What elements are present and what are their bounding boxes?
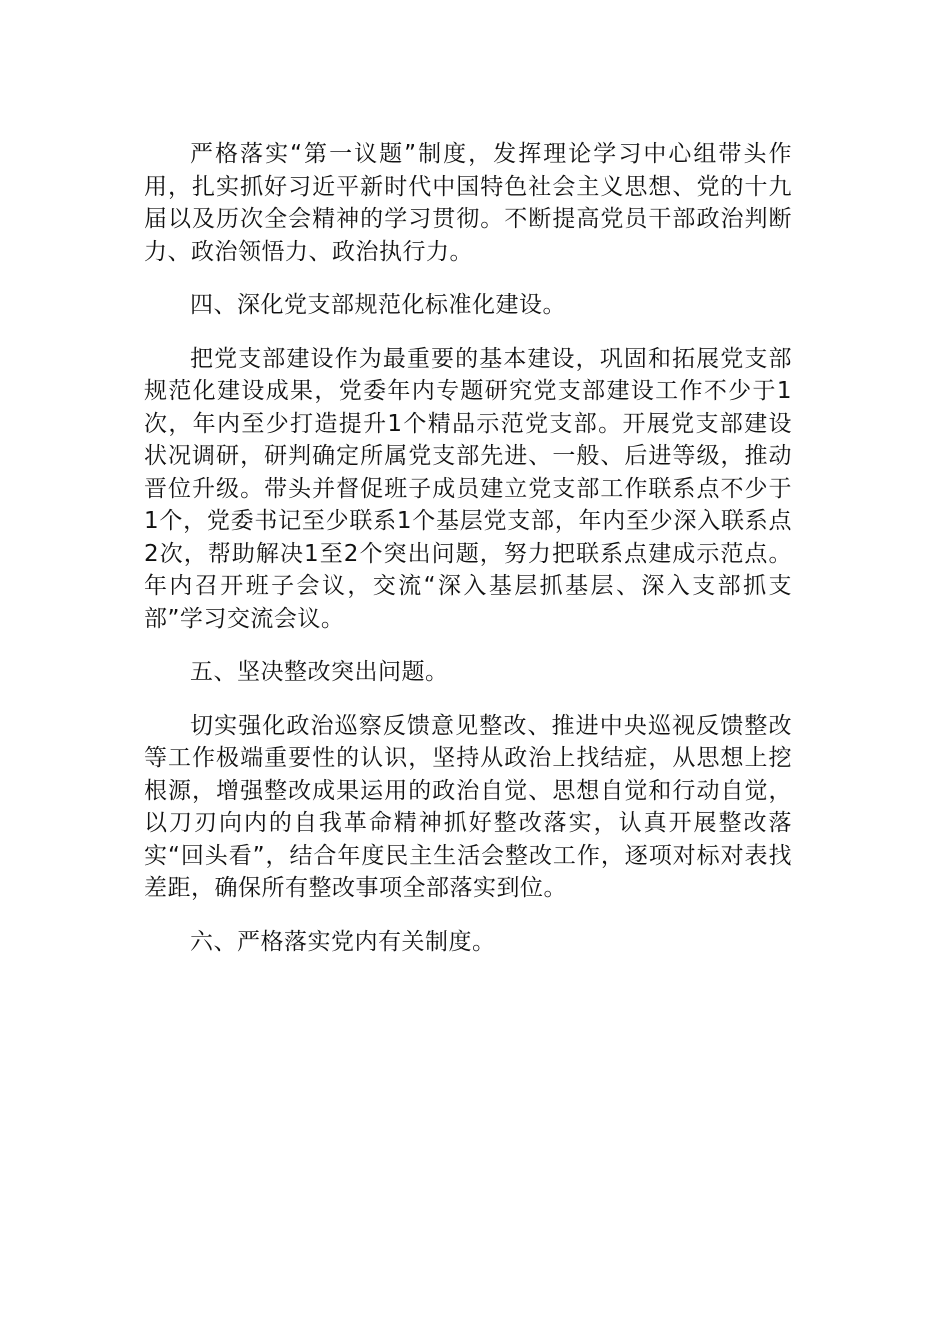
section-heading-6: 六、严格落实党内有关制度。 bbox=[190, 928, 496, 955]
section-heading-5: 五、坚决整改突出问题。 bbox=[190, 659, 449, 685]
paragraph-rectification: 切实强化政治巡察反馈意见整改、推进中央巡视反馈整改等工作极端重要性的认识，坚持从政治上找结症，从思想上挖根源，增强整改成果运用的政治自觉、思想自觉和行动自觉，以刀刃向内的自我革命精神抓好整改落实，认真开展整改落实“回头看”，结合年度民主生活会整改工作，逐项对标对表找差距，确保所有整改事项全部落实到位。 bbox=[144, 712, 792, 901]
document-body bbox=[144, 138, 792, 979]
paragraph-first-topic-system: 严格落实“第一议题”制度，发挥理论学习中心组带头作用，扎实抓好习近平新时代中国特色社会主义思想、党的十九届以及历次全会精神的学习贯彻。不断提高党员干部政治判断力、政治领悟力、政治执行力。 bbox=[144, 141, 792, 265]
section-heading-4: 四、深化党支部规范化标准化建设。 bbox=[190, 292, 566, 318]
paragraph-branch-standardization: 把党支部建设作为最重要的基本建设，巩固和拓展党支部规范化建设成果，党委年内专题研究党支部建设工作不少于1次，年内至少打造提升1个精品示范党支部。开展党支部建设状况调研，研判确定所属党支部先进、一般、后进等级，推动晋位升级。带头并督促班子成员建立党支部工作联系点不少于1个，党委书记至少联系1个基层党支部，年内至少深入联系点2次，帮助解决1至2个突出问题，努力把联系点建成示范点。年内召开班子会议，交流“深入基层抓基层、深入支部抓支部”学习交流会议。 bbox=[144, 345, 792, 632]
